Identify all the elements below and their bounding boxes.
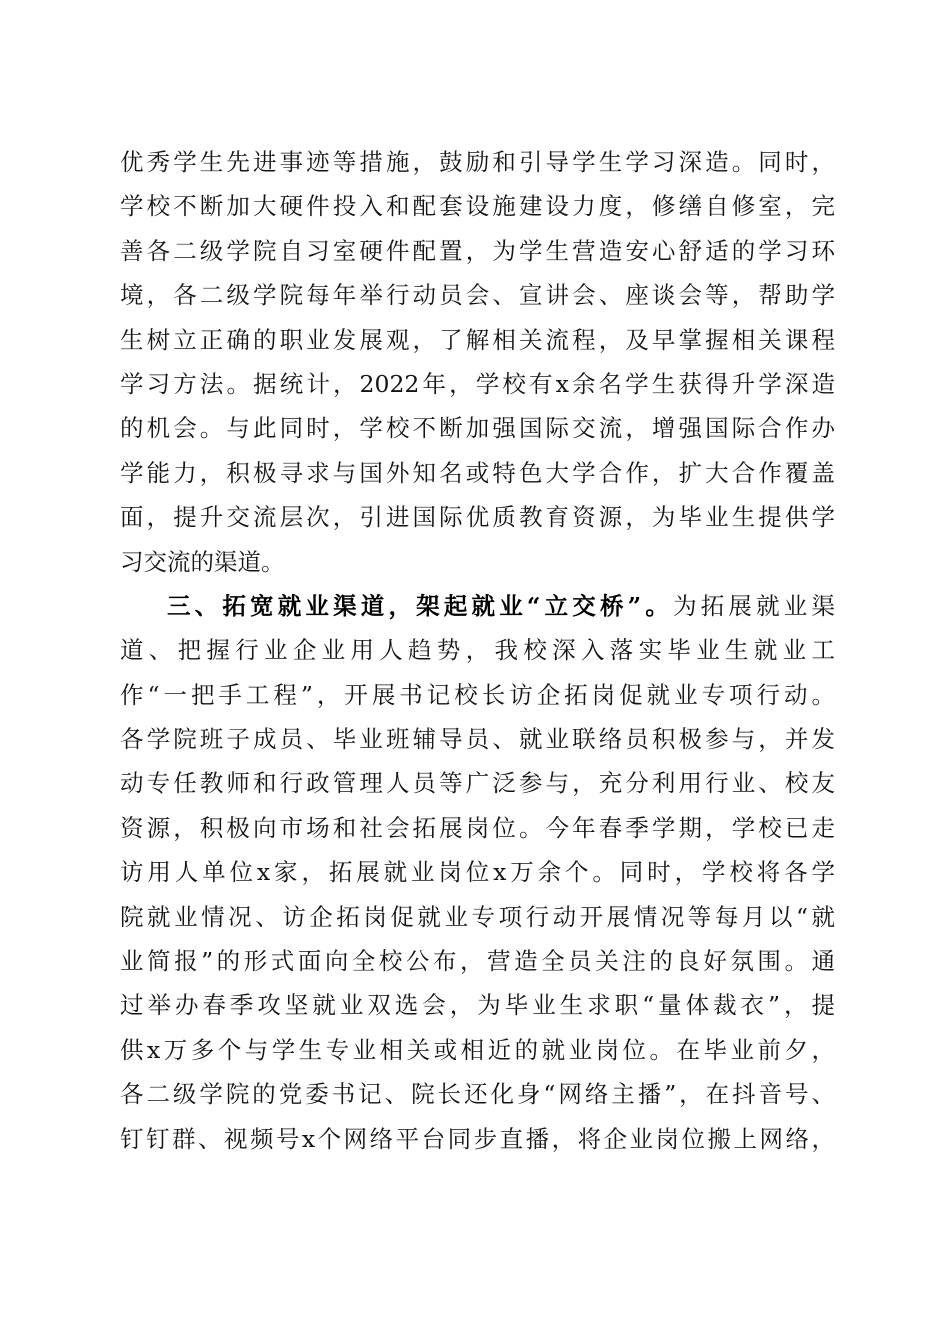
- text-line: 作“一把手工程”，开展书记校长访企拓岗促就业专项行动。: [120, 680, 835, 709]
- text-line: 优秀学生先进事迹等措施，鼓励和引导学生学习深造。同时，: [120, 148, 835, 176]
- text-line: 生树立正确的职业发展观，了解相关流程，及早掌握相关课程: [120, 325, 835, 354]
- text-line: 各学院班子成员、毕业班辅导员、就业联络员积极参与，并发: [120, 725, 835, 754]
- text-line: 习交流的渠道。: [120, 547, 285, 576]
- text-line: 资源，积极向市场和社会拓展岗位。今年春季学期，学校已走: [120, 813, 835, 842]
- text-line: 善各二级学院自习室硬件配置，为学生营造安心舒适的学习环: [120, 236, 835, 265]
- text-line: 学校不断加大硬件投入和配套设施建设力度，修缮自修室，完: [120, 192, 835, 221]
- text-line: 钉钉群、视频号x个网络平台同步直播，将企业岗位搬上网络，: [120, 1124, 835, 1153]
- text-line: 学能力，积极寻求与国外知名或特色大学合作，扩大合作覆盖: [120, 458, 835, 487]
- text-line: 面，提升交流层次，引进国际优质教育资源，为毕业生提供学: [120, 503, 835, 532]
- text-line: 学习方法。据统计，2022年，学校有x余名学生获得升学深造: [120, 369, 835, 398]
- text-line: 业简报”的形式面向全校公布，营造全员关注的良好氛围。通: [120, 947, 835, 976]
- heading-line-rest: 为拓展就业渠: [673, 591, 835, 620]
- text-line: 访用人单位x家，拓展就业岗位x万余个。同时，学校将各学: [120, 858, 835, 887]
- text-line: 的机会。与此同时，学校不断加强国际交流，增强国际合作办: [120, 414, 835, 443]
- text-line: 供x万多个与学生专业相关或相近的就业岗位。在毕业前夕，: [120, 1035, 835, 1064]
- text-line: 院就业情况、访企拓岗促就业专项行动开展情况等每月以“就: [120, 902, 835, 931]
- text-line: 动专任教师和行政管理人员等广泛参与，充分利用行业、校友: [120, 769, 835, 798]
- text-line-first: [120, 584, 835, 628]
- section-heading: 三、拓宽就业渠道，架起就业“立交桥”。: [167, 591, 674, 620]
- body-text: [120, 140, 835, 1161]
- text-line: 道、把握行业企业用人趋势，我校深入落实毕业生就业工: [120, 636, 835, 665]
- paragraph-2: [120, 584, 835, 1161]
- text-line: 过举办春季攻坚就业双选会，为毕业生求职“量体裁衣”，提: [120, 991, 835, 1020]
- paragraph-1: [120, 140, 835, 584]
- text-line: 各二级学院的党委书记、院长还化身“网络主播”，在抖音号、: [120, 1080, 835, 1109]
- text-line: 境，各二级学院每年举行动员会、宣讲会、座谈会等，帮助学: [120, 281, 835, 310]
